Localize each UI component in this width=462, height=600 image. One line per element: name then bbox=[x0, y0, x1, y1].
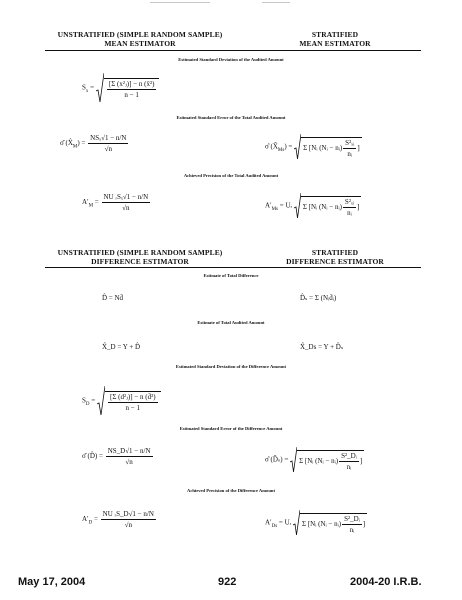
ap-m-lhs-sub: M bbox=[88, 203, 94, 209]
formula-sx: $S_x$ = $\frac{\text{[Σ (x²ⱼ)] − n (x̄²)}}{n - 1}$ bbox=[82, 73, 159, 103]
caption-std-dev-audited: Estimated Standard Deviation of the Audited Amount bbox=[178, 57, 284, 62]
scan-line-right bbox=[262, 2, 290, 3]
ap-ds-mid: = Uᵣ bbox=[278, 518, 292, 527]
section1-left-header-line1: UNSTRATIFIED (SIMPLE RANDOM SAMPLE) bbox=[57, 30, 223, 39]
caption-achieved-precision-difference: Achieved Precision of the Difference Amount bbox=[187, 488, 275, 493]
se-ms-lhs-sub: Ms bbox=[277, 148, 285, 153]
section1-rule bbox=[45, 50, 421, 51]
footer-irb-code: 2004-20 I.R.B. bbox=[350, 576, 422, 588]
ap-m-numerator: NU ᵣSₓ√1 − n/N bbox=[103, 193, 149, 201]
ap-d-lhs: A′ bbox=[82, 515, 89, 524]
sd-numerator: [Σ (d²ⱼ)] − n (d̄²) bbox=[109, 392, 156, 401]
sx-lhs: S bbox=[82, 83, 86, 92]
section2-right-header-line2: DIFFERENCE ESTIMATOR bbox=[286, 257, 384, 266]
section2-right-header bbox=[265, 248, 405, 266]
ap-ds-lhs-sub: Ds bbox=[271, 524, 278, 529]
sqrt-ap-ms: Σ [Nᵢ (Nᵢ − nᵢ) $\frac{\text{S²ₓᵢ}}{\text{nᵢ}}$ ] bbox=[294, 193, 362, 219]
scan-line-left bbox=[150, 2, 210, 3]
sd-denominator: n − 1 bbox=[125, 403, 140, 412]
formula-se-xms: σ̂ $(X̂_{Ms})$ = Σ [Nᵢ (Nᵢ − nᵢ) $\frac{\text{S²ₓᵢ}}{\text{nᵢ}}$ ] bbox=[265, 134, 362, 160]
sd-lhs-sub: D bbox=[85, 402, 90, 407]
formula-ds-hat: D̂ₛ = Σ (Nᵢd̄ᵢ) bbox=[300, 294, 337, 302]
caption-achieved-precision-total: Achieved Precision of the Total Audited Amount bbox=[183, 173, 279, 178]
formula-ap-d: $A'_D$ = $\frac{\text{NU ᵣS\_D√1 − n/N}}{√n}$ bbox=[82, 510, 154, 529]
caption-std-dev-difference: Estimated Standard Deviation of the Difference Amount bbox=[175, 364, 287, 369]
sx-lhs-sub: x bbox=[85, 89, 89, 94]
caption-estimate-total-difference: Estimate of Total Difference bbox=[203, 273, 259, 278]
ap-m-lhs: A′ bbox=[82, 198, 89, 207]
ap-ds-lhs: A′ bbox=[265, 518, 272, 527]
ap-ms-body: Σ [Nᵢ (Nᵢ − nᵢ) bbox=[302, 203, 342, 211]
formula-ap-m: $A'_M$ = $\frac{\text{NU ᵣSₓ√1 − n/N}}{√n}$ bbox=[82, 193, 149, 212]
se-ds-body: Σ [Nᵢ (Nᵢ − nᵢ) bbox=[299, 457, 339, 465]
ap-ds-frac-numerator: S²_Dᵢ bbox=[344, 514, 360, 523]
sd-lhs: S bbox=[82, 396, 86, 405]
se-d-lhs: σ̂ (D̂) bbox=[82, 452, 98, 461]
se-m-denominator: √n bbox=[104, 145, 112, 153]
formula-d-hat: D̂ = Nd̄ bbox=[102, 294, 124, 302]
ap-ms-mid: = Uᵣ bbox=[279, 201, 293, 210]
se-ms-body: Σ [Nᵢ (Nᵢ − nᵢ) bbox=[303, 144, 343, 152]
se-ds-lhs: σ̂ (D̂ₛ) bbox=[265, 455, 283, 464]
ap-ms-frac-numerator: S²ₓᵢ bbox=[344, 197, 355, 206]
ap-d-lhs-sub: D bbox=[88, 520, 93, 526]
ap-ms-lhs: A′ bbox=[265, 201, 272, 210]
ap-m-denominator: √n bbox=[122, 204, 130, 212]
section2-right-header-line1: STRATIFIED bbox=[311, 248, 359, 257]
sqrt-se-ds: Σ [Nᵢ (Nᵢ − nᵢ) $\frac{\text{S²\_Dᵢ}}{\text{nᵢ}}$ ] bbox=[290, 447, 364, 473]
se-ds-frac-numerator: S²_Dᵢ bbox=[341, 451, 357, 460]
sx-numerator: [Σ (x²ⱼ)] − n (x̄²) bbox=[108, 79, 155, 88]
ap-ds-frac-denominator: nᵢ bbox=[349, 525, 355, 534]
ap-d-numerator: NU ᵣS_D√1 − n/N bbox=[102, 510, 154, 518]
formula-ap-ds bbox=[265, 510, 367, 536]
sqrt-ap-ds: Σ [Nᵢ (Nᵢ − nᵢ) $\frac{\text{S²\_Dᵢ}}{\text{nᵢ}}$ ] bbox=[293, 510, 367, 536]
ap-d-denominator: √n bbox=[124, 521, 132, 529]
section2-rule bbox=[45, 267, 421, 268]
ap-ms-frac-denominator: nᵢ bbox=[347, 208, 352, 217]
section1-right-header bbox=[270, 30, 400, 48]
ap-ds-body: Σ [Nᵢ (Nᵢ − nᵢ) bbox=[302, 520, 342, 528]
section1-right-header-line1: STRATIFIED bbox=[311, 30, 359, 39]
sx-denominator: n − 1 bbox=[124, 90, 139, 99]
formula-xds-hat: X̂_Ds = Y + D̂ₛ bbox=[300, 343, 344, 351]
sqrt-sd bbox=[97, 386, 161, 416]
sqrt-sx bbox=[96, 73, 160, 103]
formula-xd-hat: X̂_D = Y + D̂ bbox=[102, 343, 141, 351]
se-d-denominator: √n bbox=[125, 458, 133, 466]
formula-se-ds: σ̂ (D̂ₛ) = Σ [Nᵢ (Nᵢ − nᵢ) $\frac{\text{S²\_Dᵢ}}{\text{nᵢ}}$ ] bbox=[265, 447, 364, 473]
section2-left-header bbox=[40, 248, 240, 266]
ap-ms-lhs-sub: Ms bbox=[271, 207, 278, 212]
section1-right-header-line2: MEAN ESTIMATOR bbox=[299, 39, 371, 48]
formula-se-xm: σ̂ $(X̂_M)$ = $\frac{\text{NSₓ√1 − n/N}}{√n}$ bbox=[60, 134, 127, 153]
section2-left-header-line1: UNSTRATIFIED (SIMPLE RANDOM SAMPLE) bbox=[57, 248, 223, 257]
formula-ap-ms bbox=[265, 193, 361, 219]
caption-estimate-total-audited: Estimate of Total Audited Amount bbox=[197, 320, 265, 325]
footer-date: May 17, 2004 bbox=[18, 576, 86, 588]
caption-std-error-total-audited: Estimated Standard Error of the Total Audited Amount bbox=[176, 115, 286, 120]
se-m-lhs: σ̂ (X̂ bbox=[60, 139, 73, 148]
section1-left-header-line2: MEAN ESTIMATOR bbox=[104, 39, 176, 48]
se-d-numerator: NS_D√1 − n/N bbox=[107, 447, 151, 455]
se-m-lhs-sub: M bbox=[72, 144, 78, 150]
section2-left-header-line2: DIFFERENCE ESTIMATOR bbox=[91, 257, 189, 266]
sqrt-se-ms: Σ [Nᵢ (Nᵢ − nᵢ) $\frac{\text{S²ₓᵢ}}{\text{nᵢ}}$ ] bbox=[294, 134, 362, 160]
section1-left-header bbox=[40, 30, 240, 48]
se-m-numerator: NSₓ√1 − n/N bbox=[90, 134, 127, 142]
footer-page-number: 922 bbox=[218, 576, 237, 588]
formula-se-d: σ̂ (D̂) = $\frac{NS\_D√1 - n/N}{√n}$ bbox=[82, 447, 151, 466]
formula-sd: $S_D$ = $\frac{\text{[Σ (d²ⱼ)] − n (d̄²)}}{n - 1}$ bbox=[82, 386, 161, 416]
se-ms-frac-denominator: nᵢ bbox=[347, 149, 353, 158]
se-ms-frac-numerator: S²ₓᵢ bbox=[345, 138, 355, 147]
se-ds-frac-denominator: nᵢ bbox=[346, 462, 352, 471]
caption-std-error-difference: Estimated Standard Error of the Difference Amount bbox=[179, 426, 283, 431]
se-ms-lhs: σ̂ (X̂ bbox=[265, 142, 278, 151]
